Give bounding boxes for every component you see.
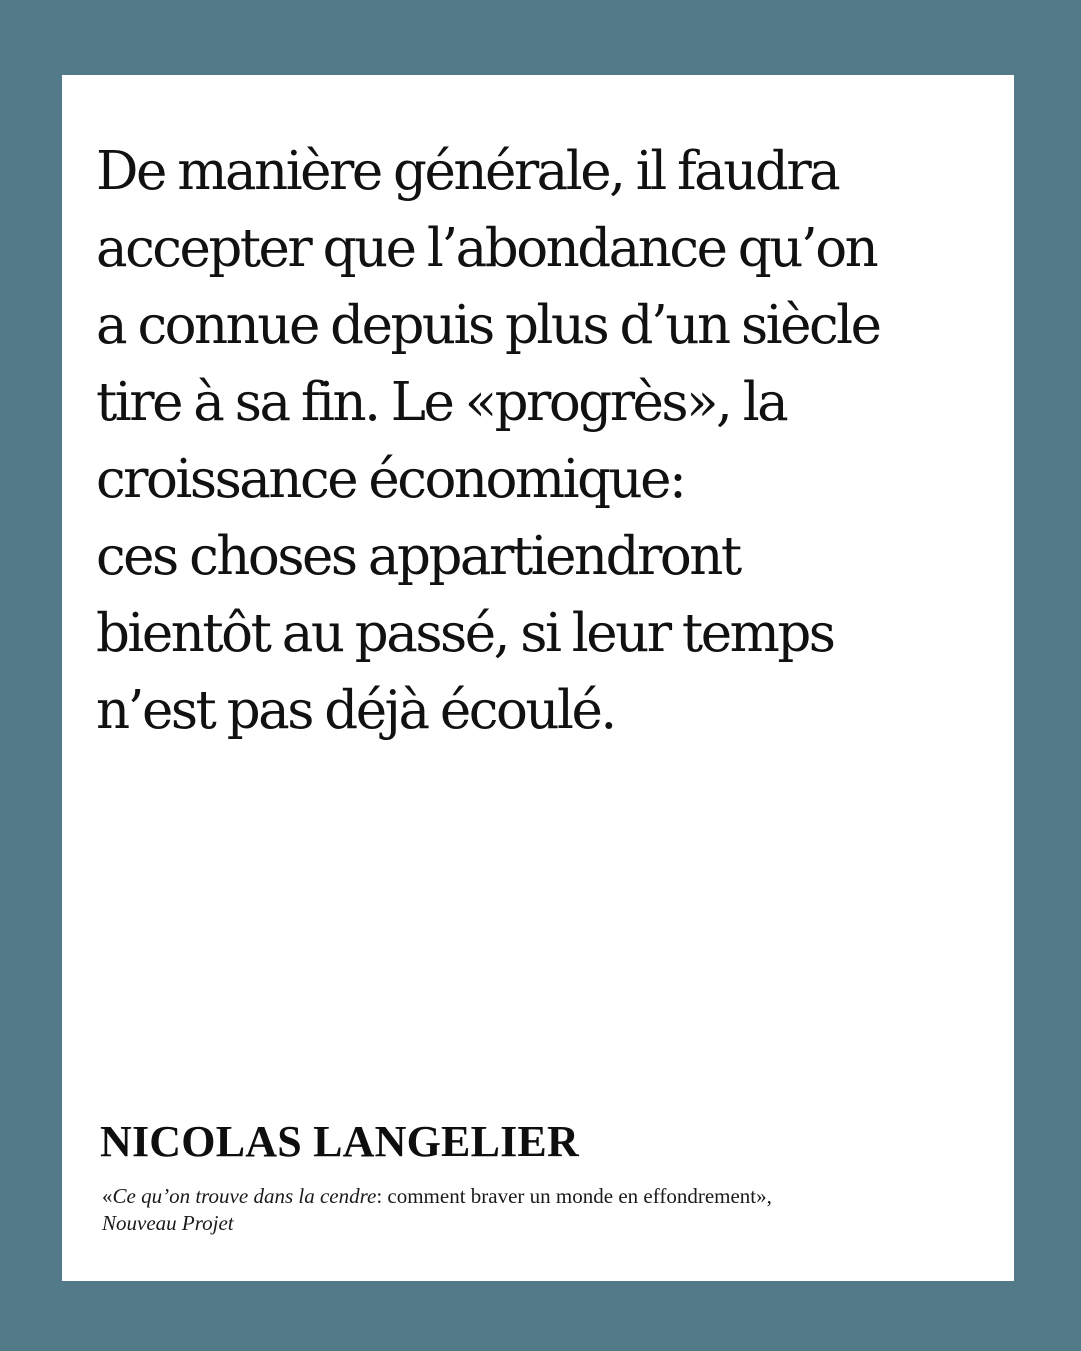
source-subtitle: : comment braver un monde en effondrement», — [376, 1184, 772, 1208]
source-line — [102, 1183, 962, 1210]
quote-line: croissance économique: — [96, 449, 685, 510]
source-citation — [102, 1183, 962, 1237]
author-name: NICOLAS LANGELIER — [100, 1117, 579, 1166]
quote-line: bientôt au passé, si leur temps — [96, 603, 834, 664]
quote-card — [62, 75, 1014, 1281]
quote-line: tire à sa fin. Le «progrès», la — [96, 372, 787, 433]
quote-line: accepter que l’abondance qu’on — [96, 218, 877, 279]
publication-name: Nouveau Projet — [102, 1211, 234, 1235]
quote-line: n’est pas déjà écoulé. — [96, 680, 615, 741]
quote-line: De manière générale, il faudra — [96, 141, 839, 202]
quote-line: ces choses appartiendront — [96, 526, 740, 587]
quote-line: a connue depuis plus d’un siècle — [96, 295, 880, 356]
source-title: Ce qu’on trouve dans la cendre — [112, 1184, 377, 1208]
quote-text — [96, 133, 976, 749]
source-open-quote: « — [102, 1184, 113, 1208]
